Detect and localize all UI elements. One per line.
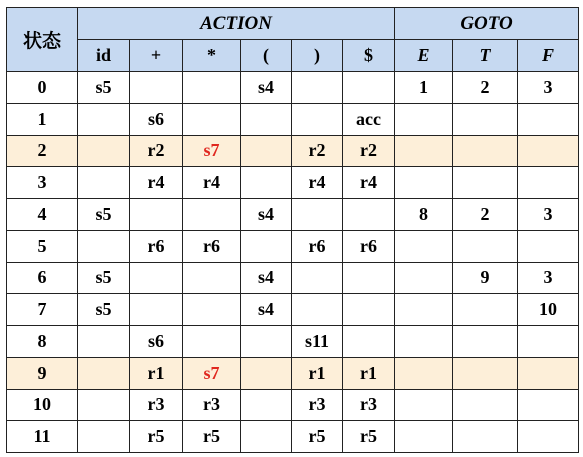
table-header	[7, 8, 579, 72]
action-cell: r2	[292, 135, 343, 167]
goto-cell	[453, 167, 518, 199]
action-cell: r4	[292, 167, 343, 199]
table-row	[7, 103, 579, 135]
action-cell	[130, 294, 183, 326]
goto-cell: 2	[453, 72, 518, 104]
table-row	[7, 326, 579, 358]
goto-cell: 2	[453, 199, 518, 231]
state-cell: 11	[7, 421, 78, 453]
goto-cell: 3	[518, 199, 579, 231]
action-cell	[292, 72, 343, 104]
goto-cell	[395, 389, 453, 421]
action-cell	[241, 103, 292, 135]
action-cell: r3	[343, 389, 395, 421]
goto-cell	[518, 135, 579, 167]
lr-parse-table	[6, 7, 579, 453]
goto-cell	[518, 357, 579, 389]
goto-cell	[395, 357, 453, 389]
goto-cell	[518, 421, 579, 453]
action-cell	[78, 103, 130, 135]
action-cell	[78, 167, 130, 199]
goto-cell	[453, 357, 518, 389]
action-cell: r1	[130, 357, 183, 389]
action-cell	[343, 72, 395, 104]
action-symbol-header: $	[343, 40, 395, 72]
goto-cell	[395, 421, 453, 453]
action-cell: s5	[78, 199, 130, 231]
goto-cell: 8	[395, 199, 453, 231]
goto-cell	[518, 103, 579, 135]
goto-symbol-header: F	[518, 40, 579, 72]
action-cell: s6	[130, 103, 183, 135]
state-cell: 3	[7, 167, 78, 199]
goto-cell	[395, 135, 453, 167]
action-symbol-header: *	[183, 40, 241, 72]
state-cell: 9	[7, 357, 78, 389]
state-column-header: 状态	[7, 8, 78, 72]
goto-cell	[518, 167, 579, 199]
state-cell: 4	[7, 199, 78, 231]
action-cell	[292, 262, 343, 294]
conflict-action-cell: s7	[183, 135, 241, 167]
action-cell: s4	[241, 294, 292, 326]
goto-cell	[453, 389, 518, 421]
goto-cell	[518, 326, 579, 358]
table-row	[7, 262, 579, 294]
goto-cell	[518, 389, 579, 421]
goto-group-header: GOTO	[395, 8, 579, 40]
action-cell	[241, 167, 292, 199]
action-cell: s5	[78, 262, 130, 294]
goto-cell	[453, 326, 518, 358]
state-cell: 2	[7, 135, 78, 167]
action-cell: s4	[241, 199, 292, 231]
action-cell: s5	[78, 294, 130, 326]
action-cell: r3	[183, 389, 241, 421]
action-cell	[241, 326, 292, 358]
action-cell	[343, 326, 395, 358]
action-cell	[241, 357, 292, 389]
table-row	[7, 135, 579, 167]
goto-cell	[395, 103, 453, 135]
table-row	[7, 230, 579, 262]
action-cell: r5	[343, 421, 395, 453]
action-cell	[292, 199, 343, 231]
goto-cell	[395, 167, 453, 199]
action-cell	[241, 230, 292, 262]
action-cell	[130, 72, 183, 104]
action-cell: r3	[130, 389, 183, 421]
goto-cell: 3	[518, 72, 579, 104]
action-cell: r2	[130, 135, 183, 167]
goto-symbol-header: T	[453, 40, 518, 72]
action-cell: s6	[130, 326, 183, 358]
state-cell: 7	[7, 294, 78, 326]
goto-cell	[453, 135, 518, 167]
state-cell: 1	[7, 103, 78, 135]
goto-cell: 3	[518, 262, 579, 294]
goto-cell	[453, 230, 518, 262]
action-cell	[183, 199, 241, 231]
action-cell: r6	[130, 230, 183, 262]
table-body	[7, 72, 579, 453]
goto-cell: 10	[518, 294, 579, 326]
action-cell	[78, 421, 130, 453]
state-cell: 0	[7, 72, 78, 104]
action-cell: r4	[343, 167, 395, 199]
table-row	[7, 199, 579, 231]
action-cell	[292, 294, 343, 326]
action-cell	[78, 326, 130, 358]
action-symbol-header: )	[292, 40, 343, 72]
action-cell: r5	[292, 421, 343, 453]
action-cell: s4	[241, 262, 292, 294]
goto-symbol-header: E	[395, 40, 453, 72]
state-cell: 5	[7, 230, 78, 262]
action-cell: r5	[130, 421, 183, 453]
table-row	[7, 167, 579, 199]
state-cell: 6	[7, 262, 78, 294]
table-row	[7, 357, 579, 389]
table-row	[7, 421, 579, 453]
action-symbol-header: +	[130, 40, 183, 72]
action-cell	[292, 103, 343, 135]
action-cell	[343, 262, 395, 294]
action-cell: r5	[183, 421, 241, 453]
state-cell: 10	[7, 389, 78, 421]
action-cell: r6	[343, 230, 395, 262]
action-cell	[241, 421, 292, 453]
goto-cell: 1	[395, 72, 453, 104]
action-cell: r4	[130, 167, 183, 199]
action-cell	[78, 230, 130, 262]
action-cell: s4	[241, 72, 292, 104]
action-cell	[130, 199, 183, 231]
action-cell	[78, 357, 130, 389]
goto-cell	[453, 103, 518, 135]
action-cell	[241, 135, 292, 167]
action-cell: s5	[78, 72, 130, 104]
action-cell	[183, 262, 241, 294]
action-cell	[78, 389, 130, 421]
goto-cell	[453, 421, 518, 453]
action-cell: r6	[183, 230, 241, 262]
table-row	[7, 294, 579, 326]
goto-cell	[518, 230, 579, 262]
goto-cell	[395, 326, 453, 358]
action-cell	[183, 72, 241, 104]
action-cell: s11	[292, 326, 343, 358]
action-group-header: ACTION	[78, 8, 395, 40]
action-cell: r2	[343, 135, 395, 167]
goto-cell	[395, 262, 453, 294]
table-row	[7, 389, 579, 421]
state-cell: 8	[7, 326, 78, 358]
action-cell	[241, 389, 292, 421]
action-cell	[130, 262, 183, 294]
goto-cell: 9	[453, 262, 518, 294]
action-cell	[343, 294, 395, 326]
action-symbol-header: (	[241, 40, 292, 72]
action-cell: r1	[292, 357, 343, 389]
action-symbol-header: id	[78, 40, 130, 72]
conflict-action-cell: s7	[183, 357, 241, 389]
action-cell	[183, 103, 241, 135]
action-cell	[183, 326, 241, 358]
action-cell: acc	[343, 103, 395, 135]
table-row	[7, 72, 579, 104]
action-cell: r3	[292, 389, 343, 421]
goto-cell	[395, 294, 453, 326]
goto-cell	[453, 294, 518, 326]
action-cell	[183, 294, 241, 326]
action-cell	[343, 199, 395, 231]
goto-cell	[395, 230, 453, 262]
action-cell: r1	[343, 357, 395, 389]
action-cell: r4	[183, 167, 241, 199]
action-cell	[78, 135, 130, 167]
action-cell: r6	[292, 230, 343, 262]
